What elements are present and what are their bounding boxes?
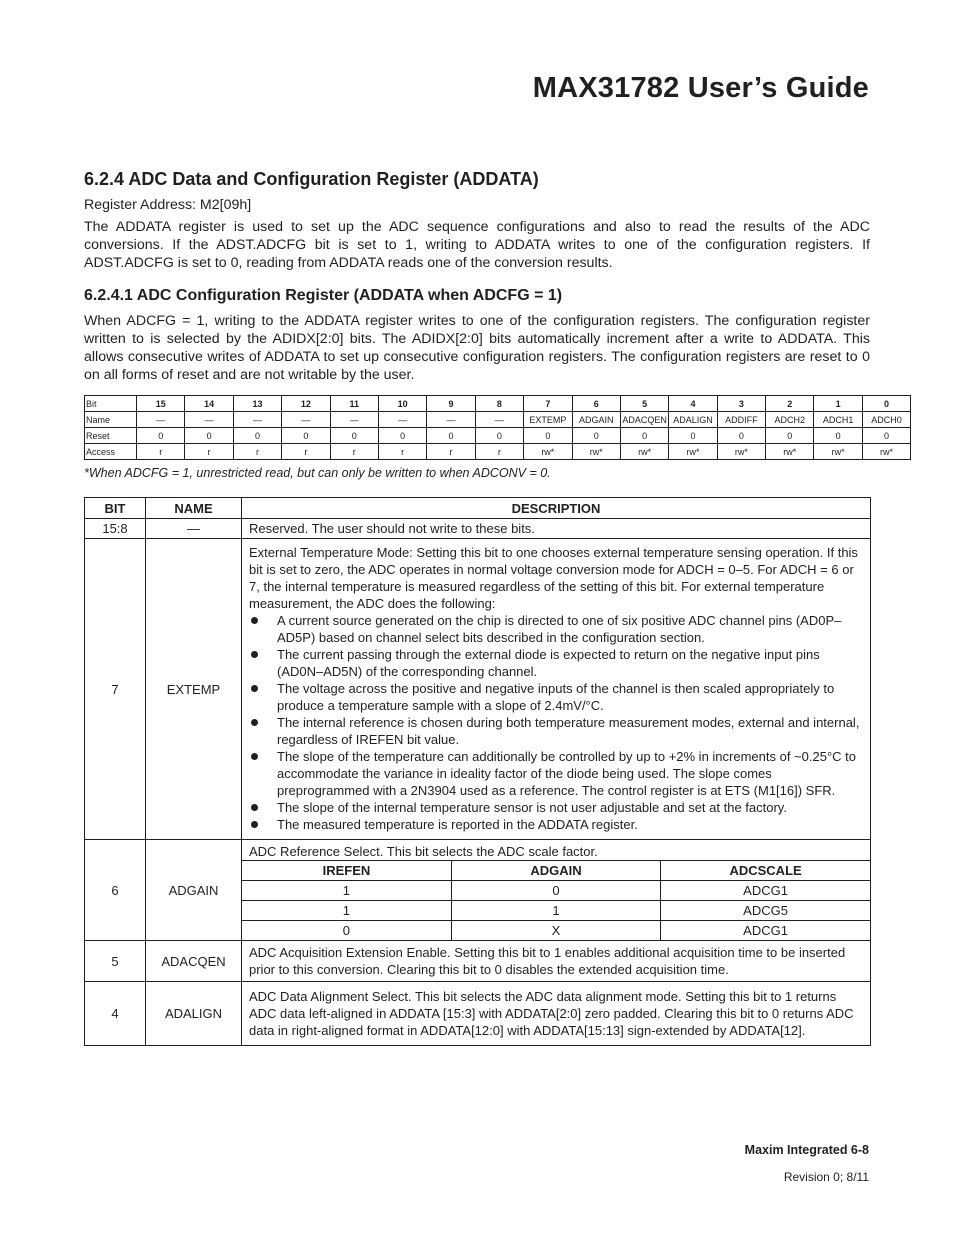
scale-header-irefen: IREFEN — [242, 861, 451, 881]
adc-scale-table — [242, 860, 870, 940]
register-cell: 0 — [572, 428, 620, 444]
document-title: MAX31782 User’s Guide — [532, 72, 869, 104]
name-cell: — — [146, 519, 242, 539]
bullet-text: The internal reference is chosen during both temperature measurement modes, external and internal, regardless of IREFEN bit value. — [277, 715, 860, 747]
bullet-text: A current source generated on the chip is directed to one of six positive ADC channel pins (AD0P–AD5P) based on channel select bits described in the configuration section. — [277, 613, 842, 645]
register-cell: r — [185, 444, 233, 460]
register-row-label: Reset — [85, 428, 137, 444]
scale-cell: ADCG1 — [661, 881, 870, 901]
register-cell: 10 — [378, 396, 426, 412]
bullet-dot-icon — [251, 719, 258, 726]
scale-row — [242, 901, 870, 921]
register-cell: 12 — [282, 396, 330, 412]
register-bit-table — [84, 395, 911, 460]
register-cell: r — [282, 444, 330, 460]
register-cell: rw* — [572, 444, 620, 460]
scale-row — [242, 921, 870, 941]
register-cell: — — [282, 412, 330, 428]
bit-cell: 7 — [85, 539, 146, 840]
register-cell: — — [185, 412, 233, 428]
header-description: DESCRIPTION — [242, 498, 871, 519]
register-cell: 8 — [475, 396, 523, 412]
description-cell — [242, 840, 871, 941]
desc-row-adgain — [85, 840, 871, 941]
register-row-label: Name — [85, 412, 137, 428]
register-cell: rw* — [814, 444, 862, 460]
bullet-dot-icon — [251, 821, 258, 828]
bit-cell: 4 — [85, 982, 146, 1046]
extemp-bullet-item — [249, 748, 862, 799]
bullet-dot-icon — [251, 804, 258, 811]
register-cell: 0 — [524, 428, 572, 444]
extemp-bullet-item — [249, 680, 862, 714]
header-name: NAME — [146, 498, 242, 519]
register-cell: ADGAIN — [572, 412, 620, 428]
register-cell: 0 — [766, 428, 814, 444]
register-footnote: *When ADCFG = 1, unrestricted read, but can only be written to when ADCONV = 0. — [84, 466, 551, 480]
extemp-bullet-item — [249, 816, 862, 833]
register-cell: 0 — [814, 428, 862, 444]
register-row-bit — [85, 396, 911, 412]
bullet-text: The slope of the internal temperature sensor is not user adjustable and set at the factory. — [277, 800, 787, 815]
register-cell: rw* — [862, 444, 910, 460]
register-cell: 6 — [572, 396, 620, 412]
register-cell: 9 — [427, 396, 475, 412]
register-cell: 15 — [137, 396, 185, 412]
register-cell: ADALIGN — [669, 412, 717, 428]
register-cell: 0 — [620, 428, 668, 444]
bullet-text: The voltage across the positive and negative inputs of the channel is then scaled appropriately to produce a temperature sample with a slope of 2.4mV/°C. — [277, 681, 835, 713]
bullet-dot-icon — [251, 617, 258, 624]
desc-row-reserved — [85, 519, 871, 539]
bit-cell: 15:8 — [85, 519, 146, 539]
register-cell: 0 — [427, 428, 475, 444]
bit-cell: 5 — [85, 941, 146, 982]
register-cell: 0 — [282, 428, 330, 444]
register-cell: 4 — [669, 396, 717, 412]
extemp-bullet-item — [249, 646, 862, 680]
description-cell: Reserved. The user should not write to these bits. — [242, 519, 871, 539]
extemp-bullet-list — [249, 612, 862, 833]
register-cell: — — [427, 412, 475, 428]
name-cell: ADGAIN — [146, 840, 242, 941]
bullet-text: The current passing through the external diode is expected to return on the negative input pins (AD0N–AD5N) of the corresponding channel. — [277, 647, 820, 679]
register-cell: r — [330, 444, 378, 460]
register-cell: 5 — [620, 396, 668, 412]
register-cell: 0 — [669, 428, 717, 444]
scale-cell: 1 — [242, 881, 451, 901]
register-cell: rw* — [524, 444, 572, 460]
section-intro-paragraph: The ADDATA register is used to set up the ADC sequence configurations and also to read the results of the ADC conversions. If the ADST.ADCFG bit is set to 1, writing to ADDATA writes to one of the configuration registers. If ADST.ADCFG is set to 0, reading from ADDATA reads one of the conversion results. — [84, 219, 870, 271]
register-cell: 0 — [862, 396, 910, 412]
scale-header-adcscale: ADCSCALE — [661, 861, 870, 881]
extemp-bullet-item — [249, 799, 862, 816]
register-cell: r — [233, 444, 281, 460]
register-cell: 13 — [233, 396, 281, 412]
register-cell: ADCH0 — [862, 412, 910, 428]
register-address: Register Address: M2[09h] — [84, 197, 252, 213]
register-cell: 7 — [524, 396, 572, 412]
register-cell: ADCH2 — [766, 412, 814, 428]
scale-header-adgain: ADGAIN — [451, 861, 660, 881]
bullet-dot-icon — [251, 753, 258, 760]
name-cell: EXTEMP — [146, 539, 242, 840]
scale-cell: 0 — [242, 921, 451, 941]
name-cell: ADACQEN — [146, 941, 242, 982]
bit-description-table — [84, 497, 871, 1046]
scale-cell: ADCG1 — [661, 921, 870, 941]
scale-cell: X — [451, 921, 660, 941]
register-cell: 14 — [185, 396, 233, 412]
register-cell: r — [427, 444, 475, 460]
register-cell: ADDIFF — [717, 412, 765, 428]
register-cell: 1 — [814, 396, 862, 412]
register-cell: rw* — [766, 444, 814, 460]
desc-header-row — [85, 498, 871, 519]
adgain-intro: ADC Reference Select. This bit selects the ADC scale factor. — [249, 844, 598, 859]
register-cell: r — [137, 444, 185, 460]
register-cell: 3 — [717, 396, 765, 412]
register-row-reset — [85, 428, 911, 444]
description-cell — [242, 539, 871, 840]
register-row-label: Access — [85, 444, 137, 460]
register-cell: 0 — [378, 428, 426, 444]
bullet-text: The slope of the temperature can additionally be controlled by up to +2% in increments of ~0.25°C to accommodate the variance in ideality factor of the diode being used. The slope comes preprogrammed with a 2N3904 used as a reference. The control register is at ETS (M1[16]) SFR. — [277, 749, 856, 798]
desc-row-extemp — [85, 539, 871, 840]
scale-cell: 1 — [242, 901, 451, 921]
desc-row-adalign — [85, 982, 871, 1046]
bullet-text: The measured temperature is reported in the ADDATA register. — [277, 817, 638, 832]
scale-cell: 0 — [451, 881, 660, 901]
scale-cell: ADCG5 — [661, 901, 870, 921]
register-cell: r — [378, 444, 426, 460]
register-cell: ADCH1 — [814, 412, 862, 428]
register-row-name — [85, 412, 911, 428]
description-cell: ADC Data Alignment Select. This bit selects the ADC data alignment mode. Setting this bit to 1 returns ADC data left-aligned in ADDATA [15:3] with ADDATA[2:0] zero padded. Clearing this bit to 0 returns ADC data in right-aligned format in ADDATA[12:0] with ADDATA[15:13] sign-extended by ADDATA[12]. — [242, 982, 871, 1046]
register-cell: 2 — [766, 396, 814, 412]
desc-row-adacqen — [85, 941, 871, 982]
bullet-dot-icon — [251, 685, 258, 692]
section-heading: 6.2.4 ADC Data and Configuration Register (ADDATA) — [84, 169, 539, 189]
extemp-bullet-item — [249, 612, 862, 646]
register-cell: 0 — [862, 428, 910, 444]
register-cell: rw* — [669, 444, 717, 460]
scale-header-row — [242, 861, 870, 881]
register-cell: 0 — [717, 428, 765, 444]
register-cell: rw* — [620, 444, 668, 460]
register-cell: 0 — [185, 428, 233, 444]
register-cell: ADACQEN — [620, 412, 668, 428]
subsection-heading: 6.2.4.1 ADC Configuration Register (ADDATA when ADCFG = 1) — [84, 287, 563, 304]
register-cell: 11 — [330, 396, 378, 412]
register-cell: 0 — [475, 428, 523, 444]
register-cell: EXTEMP — [524, 412, 572, 428]
name-cell: ADALIGN — [146, 982, 242, 1046]
register-cell: — — [378, 412, 426, 428]
register-cell: 0 — [330, 428, 378, 444]
register-row-label: Bit — [85, 396, 137, 412]
extemp-bullet-item — [249, 714, 862, 748]
register-cell: — — [475, 412, 523, 428]
scale-cell: 1 — [451, 901, 660, 921]
footer-revision: Revision 0; 8/11 — [783, 1170, 869, 1184]
register-cell: rw* — [717, 444, 765, 460]
register-cell: — — [233, 412, 281, 428]
header-bit: BIT — [85, 498, 146, 519]
footer-brand-page: Maxim Integrated 6-8 — [744, 1143, 869, 1157]
register-cell: r — [475, 444, 523, 460]
extemp-intro: External Temperature Mode: Setting this bit to one chooses external temperature sensing operation. If this bit is set to zero, the ADC operates in normal voltage conversion mode for ADCH = 0–5. For ADCH = 6 or 7, the internal temperature is measured regardless of the setting of this bit. For external temperature measurement, the ADC does the following: — [249, 545, 858, 611]
register-cell: 0 — [233, 428, 281, 444]
register-row-access — [85, 444, 911, 460]
subsection-paragraph: When ADCFG = 1, writing to the ADDATA register writes to one of the configuration registers. The configuration register written to is selected by the ADIDX[2:0] bits. The ADIDX[2:0] bits automatically increment after a write to ADDATA. This allows consecutive writes of ADDATA to set up consecutive configuration registers. The configuration registers are reset to 0 on all forms of reset and are not writable by the user. — [84, 313, 870, 383]
register-cell: — — [330, 412, 378, 428]
scale-row — [242, 881, 870, 901]
description-cell: ADC Acquisition Extension Enable. Setting this bit to 1 enables additional acquisition time to be inserted prior to this conversion. Clearing this bit to 0 disables the extended acquisition time. — [242, 941, 871, 982]
register-cell: — — [137, 412, 185, 428]
bullet-dot-icon — [251, 651, 258, 658]
bit-cell: 6 — [85, 840, 146, 941]
register-cell: 0 — [137, 428, 185, 444]
